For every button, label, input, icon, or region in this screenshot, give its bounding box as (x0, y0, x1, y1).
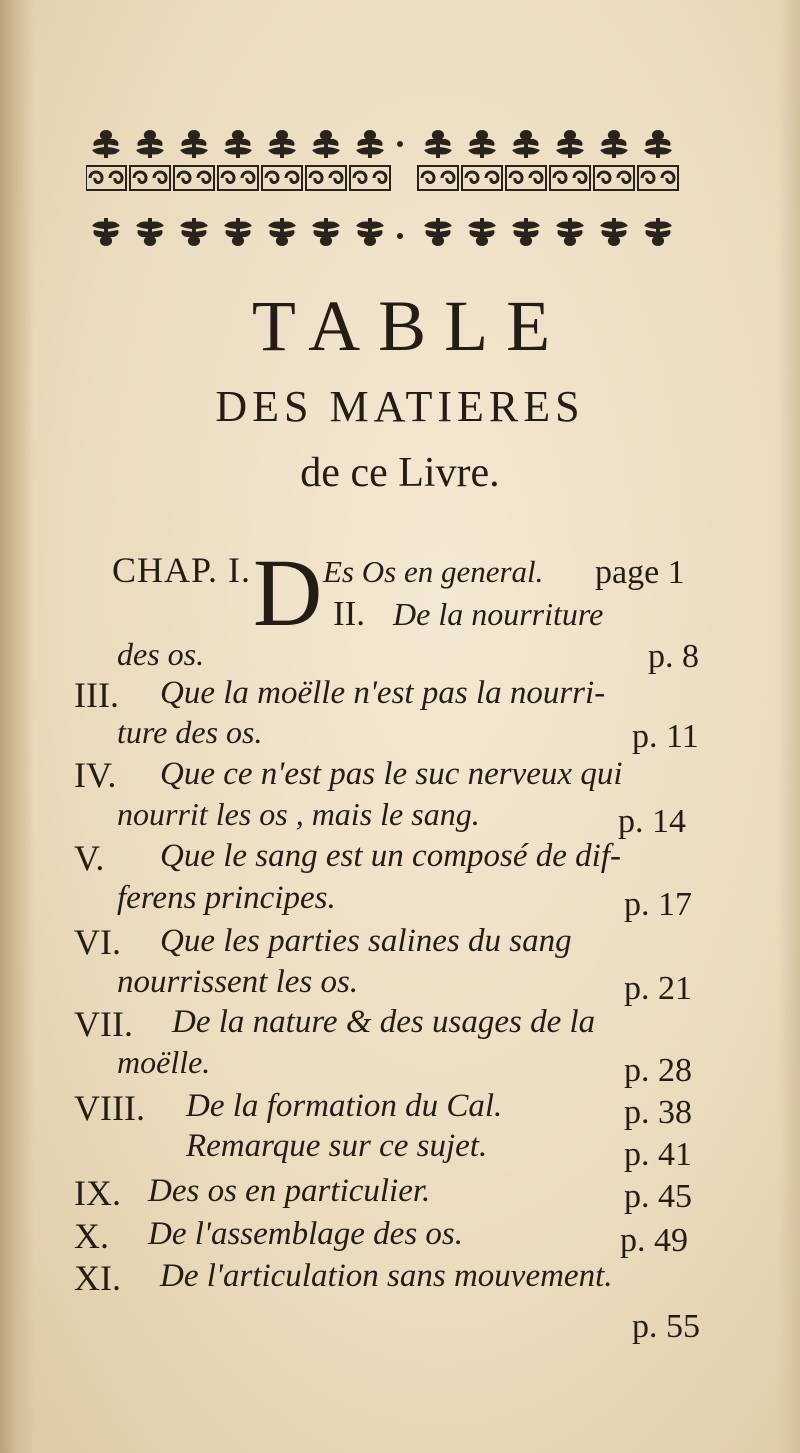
page-edge-shadow (778, 0, 800, 1453)
toc-page-number: page 1 (595, 554, 685, 591)
toc-entry-title: Que les parties salines du sang (160, 923, 572, 959)
toc-entry-title: des os. (117, 636, 205, 672)
toc-page-number: p. 8 (648, 638, 699, 675)
toc-entry-title: Des os en particulier. (148, 1173, 431, 1209)
toc-page-number: p. 38 (624, 1094, 692, 1131)
toc-chapter-number: IV. (74, 755, 117, 795)
page-subtitle-secondary: de ce Livre. (300, 450, 500, 496)
toc-entry-title: De la nourriture (393, 596, 604, 632)
page-gutter-shadow (0, 0, 34, 1453)
toc-chapter-number: II. (333, 594, 366, 633)
toc-page-number: p. 41 (624, 1136, 692, 1173)
toc-entry-title: Remarque sur ce sujet. (186, 1128, 488, 1164)
toc-page-number: p. 21 (624, 970, 692, 1007)
toc-chapter-number: IX. (74, 1173, 121, 1213)
toc-page-number: p. 11 (632, 718, 699, 755)
toc-chapter-number: XI. (74, 1258, 121, 1298)
toc-chapter-number: VIII. (74, 1088, 145, 1128)
toc-chapter-number: VII. (74, 1004, 133, 1044)
toc-entry-title: nourrissent les os. (117, 964, 359, 1000)
toc-entry-title: Que la moëlle n'est pas la nourri- (160, 675, 606, 711)
toc-entry-title: De l'articulation sans mouvement. (160, 1258, 613, 1294)
toc-page-number: p. 17 (624, 886, 692, 923)
toc-entry-title: ture des os. (117, 714, 263, 750)
toc-entry-title: De la nature & des usages de la (172, 1004, 596, 1040)
toc-entry-title: Es Os en general. (323, 554, 544, 589)
toc-page-number: p. 14 (618, 803, 686, 840)
toc-page-number: p. 28 (624, 1052, 692, 1089)
fleuron-band-icon (86, 124, 698, 254)
toc-entry-title: nourrit les os , mais le sang. (117, 796, 480, 832)
page-subtitle: DES MATIERES (215, 382, 585, 431)
toc-entry-title: Que ce n'est pas le suc nerveux qui (160, 756, 623, 792)
toc-page-number: p. 49 (620, 1222, 688, 1259)
toc-chapter-number: X. (74, 1216, 109, 1256)
toc-page-number: p. 55 (632, 1308, 700, 1345)
toc-chapter-number: III. (74, 675, 119, 715)
toc-entry-title: De l'assemblage des os. (148, 1216, 464, 1252)
toc-entry-title: ferens principes. (117, 880, 336, 916)
toc-entry-title: moëlle. (117, 1044, 211, 1080)
toc-chapter-number: V. (74, 838, 105, 878)
toc-entry-title: De la formation du Cal. (186, 1088, 503, 1124)
drop-cap: D (253, 539, 323, 646)
page-title: TABLE (251, 286, 569, 366)
toc-page-number: p. 45 (624, 1178, 692, 1215)
toc-chapter-number: CHAP. I. (112, 550, 252, 590)
toc-chapter-number: VI. (74, 922, 121, 962)
toc-entry-title: Que le sang est un composé de dif- (160, 838, 621, 874)
